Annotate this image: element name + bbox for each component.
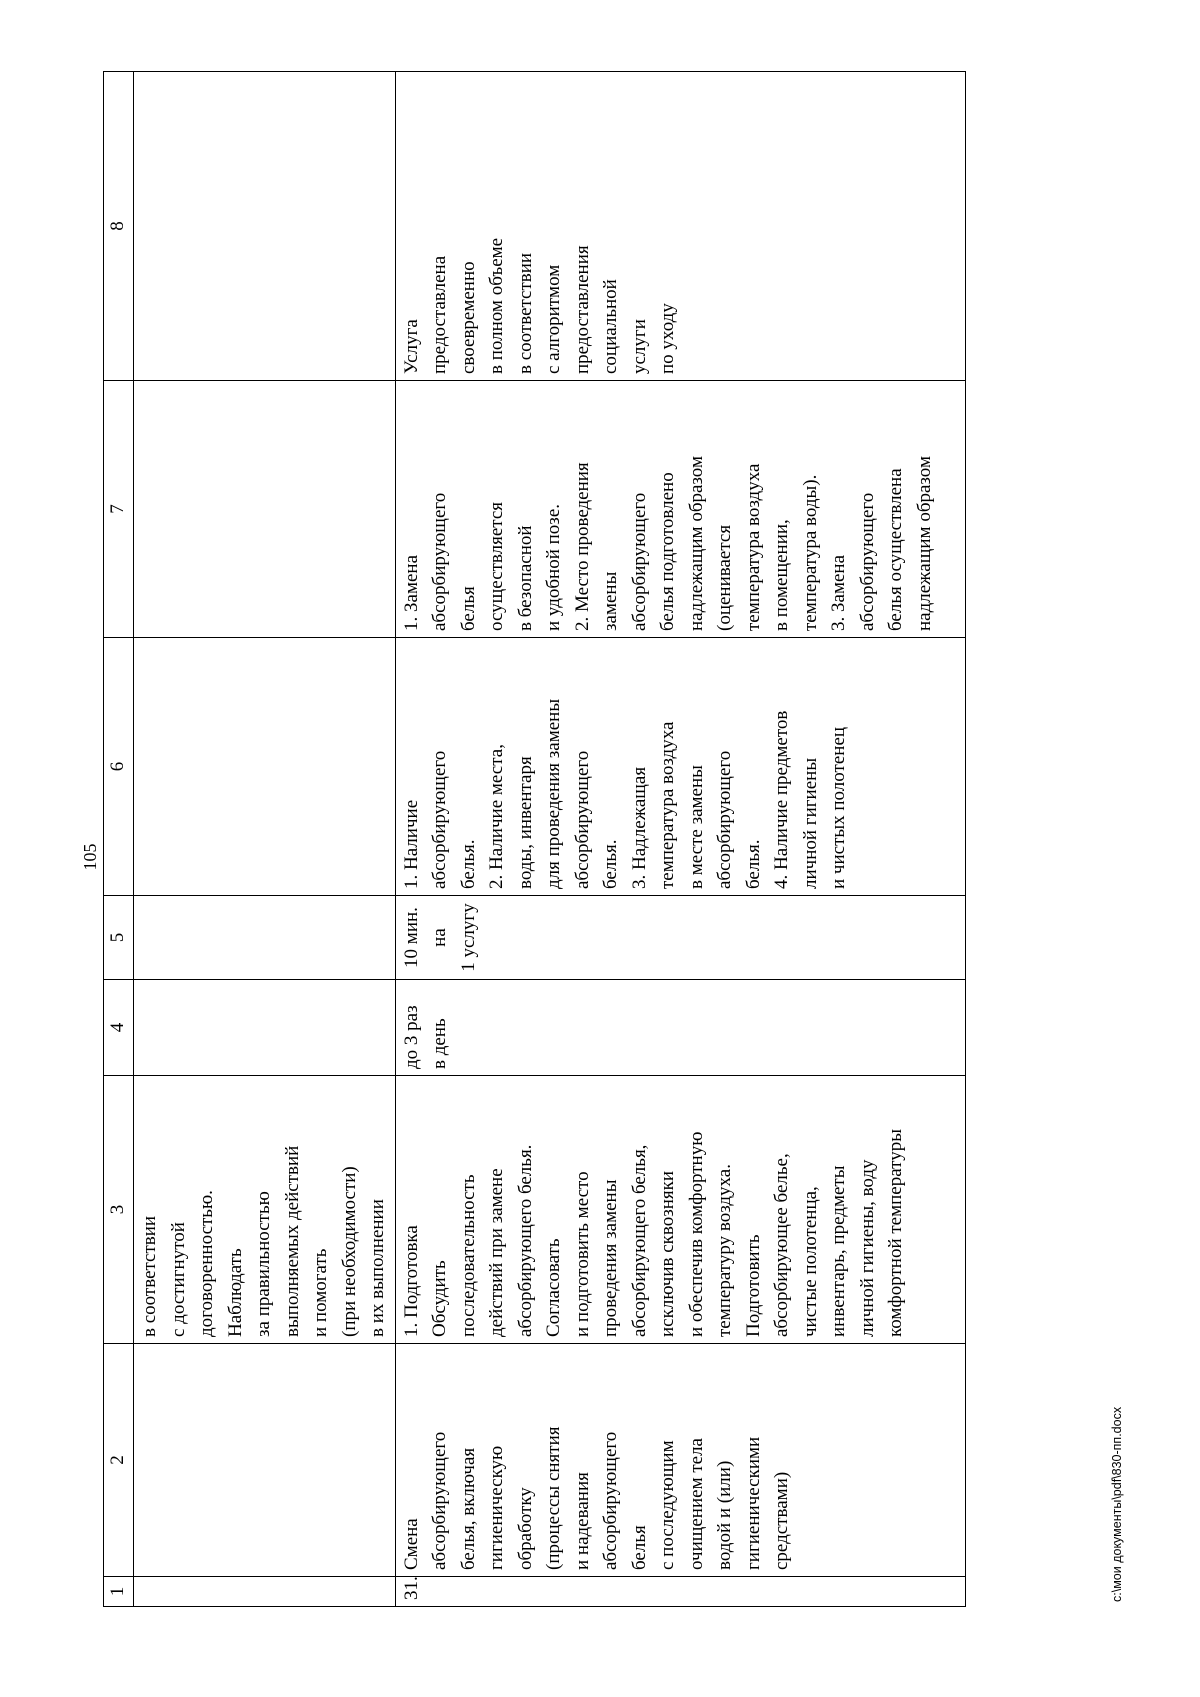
table-cell	[134, 1344, 396, 1577]
header-row	[104, 72, 134, 1607]
service-standards-table	[103, 71, 966, 1607]
column-header-6: 6	[104, 638, 134, 896]
table-cell	[134, 980, 396, 1076]
result-assessment-cell: Услуга предоставлена своевременно в полном объеме в соответствии с алгоритмом предоставления социальной услуги по уходу	[395, 72, 965, 381]
file-path-footer: c:\мои документы\pdf\830-пп.docx	[1110, 1406, 1124, 1602]
conditions-cell: 1. Наличие абсорбирующего белья. 2. Наличие места, воды, инвентаря для проведения замены абсорбирующего белья. 3. Надлежащая температура воздуха в месте замены абсорбирующего белья. 4. Наличие предметов личной гигиены и чистых полотенец	[395, 638, 965, 896]
page-number: 105	[80, 843, 100, 871]
column-header-8: 8	[104, 72, 134, 381]
quality-indicators-cell: 1. Замена абсорбирующего белья осуществляется в безопасной и удобной позе. 2. Место проведения замены абсорбирующего белья подготовлено надлежащим образом (оценивается температура воздуха в помещении, температура воды). 3. Замена абсорбирующего белья осуществлена надлежащим образом	[395, 381, 965, 638]
service-row-31	[395, 72, 965, 1607]
table-cell	[134, 1577, 396, 1607]
duration-cell: 10 мин. на 1 услугу	[395, 896, 965, 980]
row-number-cell: 31.	[395, 1577, 965, 1607]
table-cell-procedure-continued: в соответствии с достигнутой договоренностью. Наблюдать за правильностью выполняемых действий и помогать (при необходимости) в их выполнении	[134, 1076, 396, 1344]
table-cell	[134, 381, 396, 638]
table-cell	[134, 638, 396, 896]
continuation-row	[134, 72, 396, 1607]
column-header-1: 1	[104, 1577, 134, 1607]
procedure-cell: 1. Подготовка Обсудить последовательность действий при замене абсорбирующего белья. Согласовать и подготовить место проведения замены абсорбирующего белья, исключив сквозняки и обеспечив комфортную температуру воздуха. Подготовить абсорбирующее белье, чистые полотенца, инвентарь, предметы личной гигиены, воду комфортной температуры	[395, 1076, 965, 1344]
column-header-7: 7	[104, 381, 134, 638]
frequency-cell: до 3 раз в день	[395, 980, 965, 1076]
service-name-cell: Смена абсорбирующего белья, включая гигиеническую обработку (процессы снятия и надевания абсорбирующего белья с последующим очищением тела водой и (или) гигиеническими средствами)	[395, 1344, 965, 1577]
column-header-3: 3	[104, 1076, 134, 1344]
column-header-5: 5	[104, 896, 134, 980]
column-header-4: 4	[104, 980, 134, 1076]
column-header-2: 2	[104, 1344, 134, 1577]
table-cell	[134, 72, 396, 381]
table-cell	[134, 896, 396, 980]
